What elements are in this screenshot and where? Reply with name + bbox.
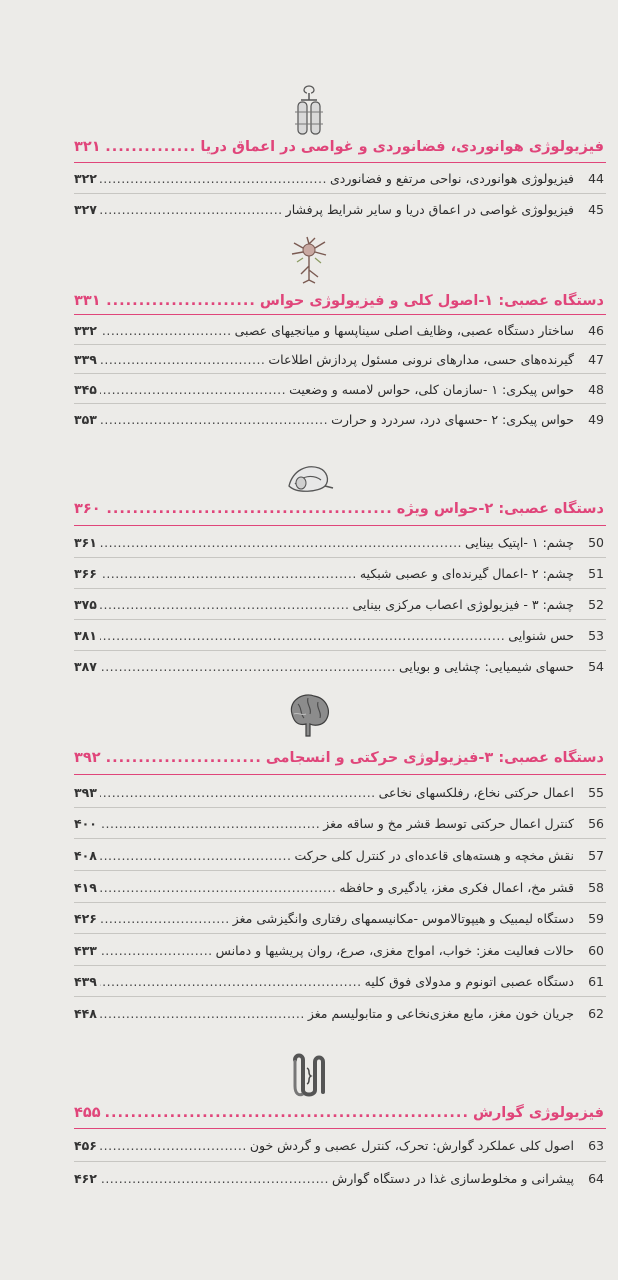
chapter-number: 63 <box>588 1137 604 1153</box>
leader-dots <box>100 1171 329 1186</box>
toc-row[interactable] <box>74 1166 604 1190</box>
leader-dots <box>100 535 462 550</box>
chapter-page: ۴۴۸ <box>74 1005 97 1021</box>
neuron-icon <box>289 236 329 284</box>
chapter-title: چشم: ۲ -اعمال گیرنده‌ای و عصبی شبکیه <box>359 565 574 581</box>
chapter-title: چشم: ۳ - فیزیولوژی اعصاب مرکزی بینایی <box>352 596 574 612</box>
chapter-page: ۳۵۳ <box>74 411 97 427</box>
section-title <box>74 745 604 771</box>
leader-dots <box>100 202 283 217</box>
chapter-page: ۳۳۲ <box>74 322 97 338</box>
section-page-number: ۳۳۱ <box>74 293 101 309</box>
row-divider <box>74 619 606 620</box>
chapter-page: ۳۷۵ <box>74 596 97 612</box>
row-divider <box>74 870 606 871</box>
leader-dots <box>100 911 230 926</box>
leader-dots <box>105 139 197 155</box>
chapter-page: ۳۹۳ <box>74 784 97 800</box>
chapter-number: 53 <box>588 627 604 643</box>
row-divider <box>74 650 606 651</box>
toc-row[interactable] <box>74 969 604 993</box>
section-page-number: ۳۶۰ <box>74 501 101 517</box>
toc-row[interactable] <box>74 318 604 342</box>
chapter-number: 56 <box>588 815 604 831</box>
leader-dots <box>100 352 266 367</box>
section-title <box>74 496 604 522</box>
leader-dots <box>100 880 336 895</box>
leader-dots <box>105 501 393 517</box>
chapter-title: حالات فعالیت مغز: خواب، امواج مغزی، صرع، روان پریشیها و دمانس <box>215 942 574 958</box>
chapter-title: اعمال حرکتی نخاع، رفلکسهای نخاعی <box>378 784 574 800</box>
row-divider <box>74 193 606 194</box>
section-page-number: ۳۹۲ <box>74 750 101 766</box>
section-title <box>74 134 604 160</box>
section-rule <box>74 774 606 775</box>
chapter-number: 59 <box>588 910 604 926</box>
chapter-number: 62 <box>588 1005 604 1021</box>
section-title-text: دستگاه عصبی: ۲-حواس ویژه <box>396 501 604 517</box>
chapter-number: 57 <box>588 847 604 863</box>
chapter-number: 61 <box>588 973 604 989</box>
chapter-title: حواس پیکری: ۱ -سازمان کلی، حواس لامسه و وضعیت <box>289 381 574 397</box>
section-page-number: ۴۵۵ <box>74 1105 101 1121</box>
toc-row[interactable] <box>74 654 604 678</box>
leader-dots <box>100 597 350 612</box>
chapter-number: 45 <box>588 201 604 217</box>
row-divider <box>74 996 606 997</box>
chapter-number: 47 <box>588 351 604 367</box>
toc-row[interactable] <box>74 530 604 554</box>
leader-dots <box>100 382 286 397</box>
toc-row[interactable] <box>74 780 604 804</box>
toc-row[interactable] <box>74 623 604 647</box>
chapter-page: ۳۸۷ <box>74 658 97 674</box>
toc-row[interactable] <box>74 843 604 867</box>
chapter-title: فیزیولوژی غواصی در اعماق دریا و سایر شرایط پرفشار <box>285 201 574 217</box>
section-page-number: ۳۲۱ <box>74 139 101 155</box>
chapter-number: 46 <box>588 322 604 338</box>
chapter-title: گیرنده‌های حسی، مدارهای نرونی مسئول پردازش اطلاعات <box>268 351 574 367</box>
chapter-title: حسهای شیمیایی: چشایی و بویایی <box>398 658 574 674</box>
chapter-title: پیشرانی و مخلوط‌سازی غذا در دستگاه گوارش <box>332 1170 574 1186</box>
chapter-title: فیزیولوژی هوانوردی، نواحی مرتفع و فضانوردی <box>329 170 574 186</box>
chapter-number: 49 <box>588 411 604 427</box>
chapter-page: ۴۵۶ <box>74 1137 97 1153</box>
row-divider <box>74 838 606 839</box>
section-rule <box>74 525 606 526</box>
chapter-page: ۴۳۹ <box>74 973 97 989</box>
chapter-title: چشم: ۱ -اپتیک بینایی <box>465 534 574 550</box>
chapter-title: دستگاه عصبی اتونوم و مدولای فوق کلیه <box>364 973 574 989</box>
toc-row[interactable] <box>74 166 604 190</box>
leader-dots <box>100 566 357 581</box>
chapter-title: قشر مخ، اعمال فکری مغز، یادگیری و حافظه <box>339 879 574 895</box>
brain-icon <box>284 690 334 738</box>
chapter-page: ۴۶۲ <box>74 1170 97 1186</box>
toc-row[interactable] <box>74 1133 604 1157</box>
toc-row[interactable] <box>74 875 604 899</box>
row-divider <box>74 1161 606 1162</box>
leader-dots <box>100 1006 305 1021</box>
leader-dots <box>100 628 505 643</box>
chapter-title: دستگاه لیمبیک و هیپوتالاموس -مکانیسمهای رفتاری وانگیزشی مغز <box>232 910 574 926</box>
chapter-page: ۳۶۱ <box>74 534 97 550</box>
row-divider <box>74 807 606 808</box>
toc-row[interactable] <box>74 811 604 835</box>
leader-dots <box>100 848 292 863</box>
toc-row[interactable] <box>74 1001 604 1025</box>
chapter-page: ۳۸۱ <box>74 627 97 643</box>
leader-dots <box>100 816 320 831</box>
chapter-title: جریان خون مغز، مایع مغزی‌نخاعی و متابولیسم مغز <box>307 1005 574 1021</box>
toc-row[interactable] <box>74 938 604 962</box>
chapter-page: ۳۲۷ <box>74 201 97 217</box>
chapter-page: ۳۳۹ <box>74 351 97 367</box>
diving-tanks-icon <box>287 82 331 138</box>
chapter-page: ۴۰۰ <box>74 815 97 831</box>
chapter-title: ساختار دستگاه عصبی، وظایف اصلی سیناپسها و میانجیهای عصبی <box>234 322 574 338</box>
chapter-page: ۳۶۶ <box>74 565 97 581</box>
chapter-number: 50 <box>588 534 604 550</box>
leader-dots <box>100 659 396 674</box>
eye-icon <box>283 458 335 498</box>
section-rule <box>74 162 606 163</box>
row-divider <box>74 557 606 558</box>
toc-row[interactable] <box>74 592 604 616</box>
chapter-title: اصول کلی عملکرد گوارش: تحرک، کنترل عصبی و گردش خون <box>249 1137 574 1153</box>
leader-dots <box>100 171 327 186</box>
intestine-icon <box>287 1050 331 1100</box>
leader-dots <box>100 785 376 800</box>
chapter-number: 52 <box>588 596 604 612</box>
row-divider <box>74 933 606 934</box>
toc-row[interactable] <box>74 197 604 221</box>
chapter-number: 51 <box>588 565 604 581</box>
leader-dots <box>105 1105 469 1121</box>
chapter-title: حواس پیکری: ۲ -حسهای درد، سردرد و حرارت <box>331 411 574 427</box>
toc-row[interactable] <box>74 407 604 431</box>
row-divider <box>74 588 606 589</box>
row-divider <box>74 403 606 404</box>
chapter-page: ۴۲۶ <box>74 910 97 926</box>
chapter-title: کنترل اعمال حرکتی توسط قشر مخ و ساقه مغز <box>323 815 574 831</box>
leader-dots <box>100 323 232 338</box>
chapter-number: 55 <box>588 784 604 800</box>
toc-row[interactable] <box>74 347 604 371</box>
leader-dots <box>100 412 328 427</box>
chapter-number: 48 <box>588 381 604 397</box>
chapter-page: ۴۰۸ <box>74 847 97 863</box>
section-title <box>74 1100 604 1126</box>
row-divider <box>74 373 606 374</box>
section-title <box>74 288 604 314</box>
section-rule <box>74 314 606 315</box>
leader-dots <box>100 1138 247 1153</box>
chapter-number: 64 <box>588 1170 604 1186</box>
leader-dots <box>100 974 362 989</box>
section-rule <box>74 1128 606 1129</box>
section-title-text: فیزیولوژی گوارش <box>472 1105 604 1121</box>
chapter-page: ۳۲۲ <box>74 170 97 186</box>
row-divider <box>74 344 606 345</box>
chapter-number: 60 <box>588 942 604 958</box>
chapter-number: 58 <box>588 879 604 895</box>
toc-row[interactable] <box>74 377 604 401</box>
leader-dots <box>105 293 256 309</box>
chapter-page: ۳۴۵ <box>74 381 97 397</box>
chapter-page: ۴۳۳ <box>74 942 97 958</box>
chapter-number: 44 <box>588 170 604 186</box>
section-title-text: فیزیولوژی هوانوردی، فضانوردی و غواصی در اعماق دریا <box>200 139 604 155</box>
chapter-title: نقش مخچه و هسته‌های قاعده‌ای در کنترل کلی حرکت <box>294 847 574 863</box>
section-title-text: دستگاه عصبی: ۱-اصول کلی و فیزیولوژی حواس <box>259 293 604 309</box>
toc-row[interactable] <box>74 906 604 930</box>
leader-dots <box>105 750 262 766</box>
row-divider <box>74 965 606 966</box>
section-title-text: دستگاه عصبی: ۳-فیزیولوژی حرکتی و انسجامی <box>265 750 604 766</box>
chapter-number: 54 <box>588 658 604 674</box>
chapter-title: حس شنوایی <box>508 627 574 643</box>
leader-dots <box>100 943 213 958</box>
toc-row[interactable] <box>74 561 604 585</box>
chapter-page: ۴۱۹ <box>74 879 97 895</box>
row-divider <box>74 902 606 903</box>
